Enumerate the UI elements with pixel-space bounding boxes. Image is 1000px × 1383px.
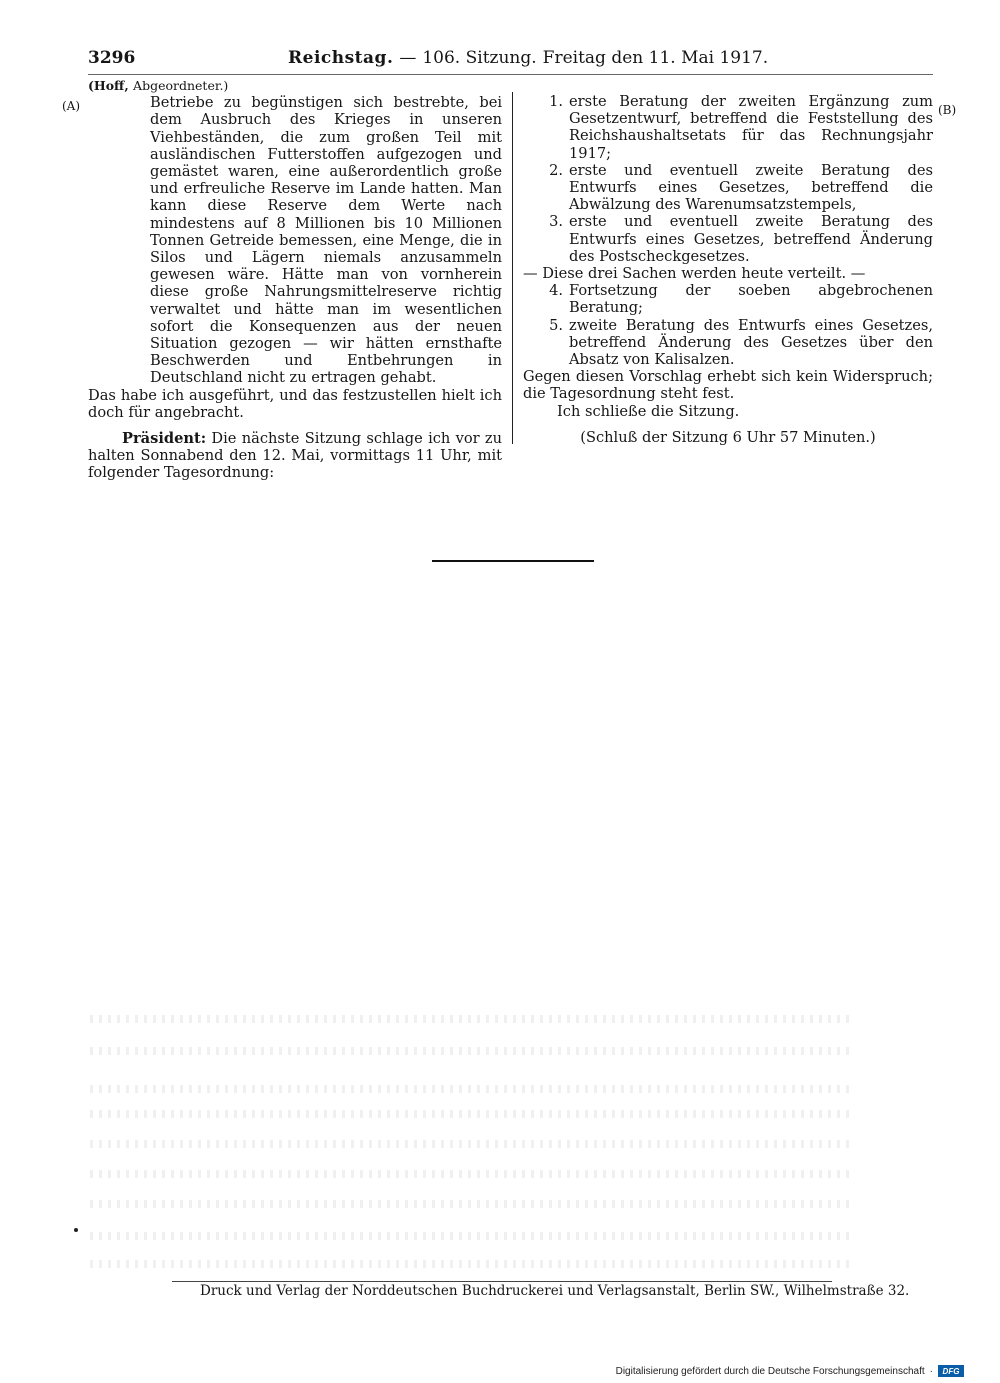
- margin-mark-a: (A): [62, 99, 81, 113]
- agenda-item-text: erste Beratung der zweiten Ergänzung zum Gesetzentwurf, betreffend die Feststellung des Reichshaushaltsetats für das Rechnungsjahr 1917;: [569, 93, 933, 162]
- agenda-item: [523, 282, 933, 316]
- speaker-reference: [88, 77, 502, 94]
- bleed-through-line: [90, 1260, 850, 1268]
- agenda-item: [523, 93, 933, 162]
- agenda-item-number: 5.: [549, 316, 563, 334]
- funding-separator: ·: [929, 1365, 933, 1377]
- speaker-ref-name: (Hoff,: [88, 78, 129, 93]
- funding-text: Digitalisierung gefördert durch die Deutsche Forschungsgemeinschaft: [615, 1365, 925, 1377]
- agenda-item: [523, 162, 933, 214]
- agenda-item-number: 3.: [549, 213, 563, 231]
- speaker-ref-role: Abgeordneter.): [133, 78, 229, 93]
- bleed-through-line: [90, 1200, 850, 1208]
- page-header: [88, 48, 933, 72]
- session-end-note: (Schluß der Sitzung 6 Uhr 57 Minuten.): [580, 428, 876, 446]
- closing-statement: Ich schließe die Sitzung.: [557, 402, 740, 420]
- agenda-item-text: erste und eventuell zweite Beratung des Entwurfs eines Gesetzes, betreffend die Abwälzung des Warenumsatzstempels,: [569, 161, 933, 214]
- distribution-note: — Diese drei Sachen werden heute verteilt. —: [523, 265, 866, 283]
- bleed-through-line: [90, 1140, 850, 1148]
- section-end-rule: [432, 560, 594, 562]
- president-statement: [88, 430, 502, 482]
- agenda-item-text: Fortsetzung der soeben abgebrochenen Beratung;: [569, 282, 933, 317]
- session-number: 106. Sitzung.: [422, 48, 537, 68]
- running-head: [288, 48, 769, 68]
- margin-mark-b: (B): [938, 103, 957, 117]
- printer-imprint: Druck und Verlag der Norddeutschen Buchdruckerei und Verlagsanstalt, Berlin SW., Wilhelmstraße 32.: [200, 1283, 910, 1299]
- agenda-item: [523, 213, 933, 265]
- session-date: Freitag den 11. Mai 1917.: [542, 48, 769, 68]
- bleed-through-line: [90, 1047, 850, 1055]
- agenda-item-number: 1.: [549, 93, 563, 110]
- column-divider: [512, 92, 513, 444]
- dfg-logo-icon: DFG: [938, 1365, 964, 1377]
- agenda-item-number: 4.: [549, 282, 563, 300]
- funding-notice: [616, 1365, 964, 1377]
- header-dash: —: [399, 48, 417, 68]
- no-objection-statement: Gegen diesen Vorschlag erhebt sich kein Widerspruch; die Tagesordnung steht fest.: [523, 368, 933, 403]
- president-label: Präsident:: [122, 430, 207, 448]
- agenda-item: [523, 317, 933, 369]
- page-number: 3296: [88, 48, 136, 68]
- bleed-through-line: [90, 1110, 850, 1118]
- president-text: Die nächste Sitzung schlage ich vor zu halten Sonnabend den 12. Mai, vormittags 11 Uhr, mit folgender Tagesordnung:: [88, 430, 503, 482]
- bleed-through-line: [90, 1085, 850, 1093]
- right-column: [523, 93, 933, 446]
- left-column: [88, 77, 502, 482]
- bleed-through-line: [90, 1015, 850, 1023]
- bleed-through-line: [90, 1170, 850, 1178]
- speech-paragraph: Betriebe zu begünstigen sich bestrebte, bei dem Ausbruch des Krieges in unseren Viehbeständen, die zum großen Teil mit ausländischen Futterstoffen aufgezogen und gemästet waren, eine außerordentlich große und erfreuliche Reserve im Lande hatten. Man kann diese Reserve dem Werte nach mindestens auf 8 Millionen bis 10 Millionen Tonnen Getreide bemessen, eine Menge, die in Silos und Lägern niemals anzusammeln gewesen wäre. Hätte man von vornherein diese große Nahrungsmittelreserve richtig verwaltet und hätte man im wesentlichen sofort die Konsequenzen aus der neuen Situation gezogen — wir hätten ernsthafte Beschwerden und Entbehrungen in Deutschland nicht zu ertragen gehabt.: [150, 94, 502, 387]
- header-rule: [88, 74, 933, 75]
- bleed-through-line: [90, 1232, 850, 1240]
- agenda-item-text: zweite Beratung des Entwurfs eines Gesetzes, betreffend Änderung des Gesetzes über den Absatz von Kalisalzen.: [569, 316, 933, 369]
- footer-rule: [172, 1281, 832, 1282]
- speech-paragraph-closing: Das habe ich ausgeführt, und das festzustellen hielt ich doch für angebracht.: [88, 386, 502, 421]
- agenda-item-text: erste und eventuell zweite Beratung des Entwurfs eines Gesetzes, betreffend Änderung des Postscheckgesetzes.: [569, 213, 933, 265]
- ink-speck: [74, 1228, 78, 1232]
- parliament-name: Reichstag.: [288, 48, 394, 68]
- agenda-item-number: 2.: [549, 161, 563, 179]
